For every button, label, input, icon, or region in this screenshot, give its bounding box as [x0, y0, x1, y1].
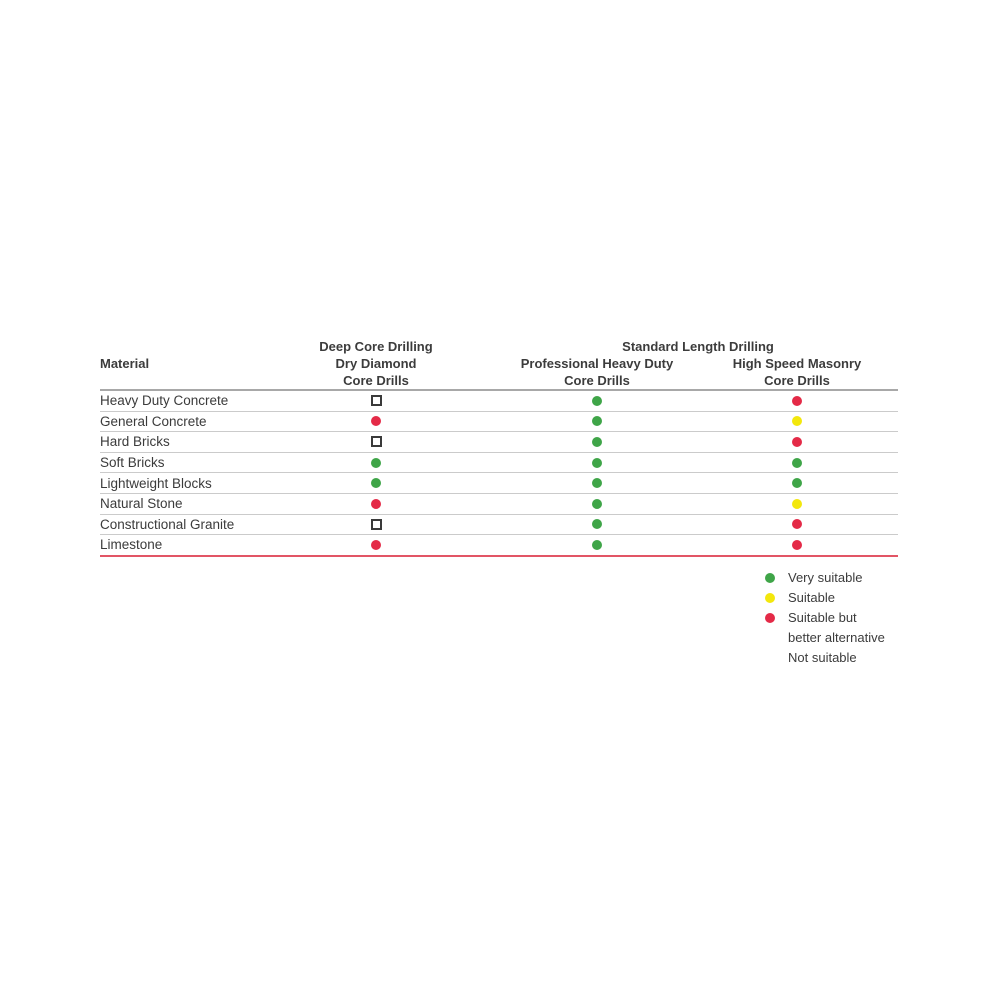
material-label: Limestone	[100, 537, 163, 553]
suitability-dot-icon	[792, 416, 802, 426]
cell-deep-core	[254, 515, 498, 535]
cell-professional	[498, 535, 696, 555]
material-label: Hard Bricks	[100, 434, 170, 450]
legend-item-not-suitable	[764, 648, 885, 668]
table-row	[100, 535, 898, 557]
material-label: Constructional Granite	[100, 516, 235, 532]
suitability-dot-icon	[592, 437, 602, 447]
cell-professional	[498, 412, 696, 432]
cell-high-speed	[696, 535, 898, 555]
column-header-line: Core Drills	[564, 373, 630, 388]
material-label: Lightweight Blocks	[100, 475, 212, 491]
cell-high-speed	[696, 391, 898, 411]
suitability-dot-icon	[371, 540, 381, 550]
suitability-dot-icon	[371, 458, 381, 468]
cell-professional	[498, 391, 696, 411]
cell-deep-core	[254, 453, 498, 473]
legend-item-very-suitable	[764, 568, 885, 588]
suitability-dot-icon	[792, 540, 802, 550]
material-label: Soft Bricks	[100, 455, 165, 471]
red-dot-icon	[765, 613, 775, 623]
suitability-dot-icon	[592, 540, 602, 550]
column-header-professional-heavy-duty	[498, 355, 696, 389]
suitability-dot-icon	[592, 478, 602, 488]
cell-professional	[498, 453, 696, 473]
cell-professional	[498, 515, 696, 535]
material-label: Natural Stone	[100, 496, 183, 512]
legend-label: Very suitable	[788, 570, 863, 585]
legend-label-line2: better alternative	[788, 630, 885, 645]
cell-deep-core	[254, 412, 498, 432]
suitability-dot-icon	[792, 519, 802, 529]
cell-high-speed	[696, 412, 898, 432]
suitability-table	[100, 338, 898, 557]
suitability-dot-icon	[371, 478, 381, 488]
suitability-dot-icon	[792, 499, 802, 509]
material-label: Heavy Duty Concrete	[100, 393, 229, 409]
cell-high-speed	[696, 453, 898, 473]
column-header-line: Core Drills	[764, 373, 830, 388]
suitability-dot-icon	[371, 499, 381, 509]
cell-deep-core	[254, 391, 498, 411]
yellow-dot-icon	[765, 593, 775, 603]
cell-deep-core	[254, 473, 498, 493]
column-header-line: High Speed Masonry	[732, 356, 862, 371]
suitability-dot-icon	[792, 478, 802, 488]
table-row	[100, 412, 898, 433]
legend	[764, 568, 885, 668]
cell-high-speed	[696, 494, 898, 514]
legend-item-suitable-but-better	[764, 608, 885, 648]
table-row	[100, 453, 898, 474]
table-header	[100, 338, 898, 391]
column-header-line: Deep Core Drilling	[319, 339, 433, 354]
legend-label: Suitable	[788, 590, 835, 605]
cell-deep-core	[254, 494, 498, 514]
legend-label: Suitable but	[788, 610, 857, 625]
legend-label: Not suitable	[788, 650, 857, 665]
green-dot-icon	[765, 573, 775, 583]
table-body	[100, 391, 898, 557]
legend-item-suitable	[764, 588, 885, 608]
suitability-dot-icon	[371, 416, 381, 426]
suitability-dot-icon	[792, 396, 802, 406]
cell-high-speed	[696, 473, 898, 493]
cell-professional	[498, 494, 696, 514]
column-header-material: Material	[100, 356, 150, 371]
not-suitable-square-icon	[371, 436, 382, 447]
not-suitable-square-icon	[371, 519, 382, 530]
suitability-dot-icon	[592, 519, 602, 529]
not-suitable-square-icon	[371, 395, 382, 406]
suitability-dot-icon	[592, 396, 602, 406]
column-header-line: Dry Diamond	[335, 356, 417, 371]
suitability-dot-icon	[792, 458, 802, 468]
table-row	[100, 432, 898, 453]
column-header-deep-core	[254, 338, 498, 389]
table-row	[100, 473, 898, 494]
column-group-header-standard-length: Standard Length Drilling	[622, 339, 774, 354]
suitability-dot-icon	[792, 437, 802, 447]
cell-high-speed	[696, 432, 898, 452]
cell-professional	[498, 432, 696, 452]
suitability-dot-icon	[592, 416, 602, 426]
column-header-high-speed-masonry	[696, 355, 898, 389]
column-header-line: Core Drills	[343, 373, 409, 388]
table-row	[100, 391, 898, 412]
suitability-dot-icon	[592, 499, 602, 509]
cell-deep-core	[254, 432, 498, 452]
cell-deep-core	[254, 535, 498, 555]
material-label: General Concrete	[100, 413, 207, 429]
table-row	[100, 494, 898, 515]
column-header-line: Professional Heavy Duty	[520, 356, 674, 371]
cell-high-speed	[696, 515, 898, 535]
suitability-dot-icon	[592, 458, 602, 468]
table-row	[100, 515, 898, 536]
cell-professional	[498, 473, 696, 493]
